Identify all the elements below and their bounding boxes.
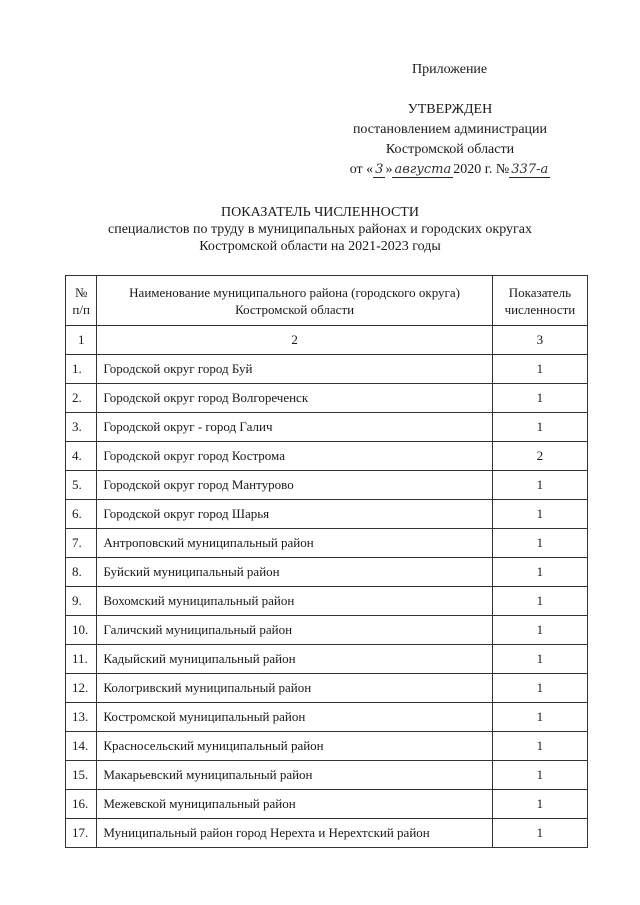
row-value: 1 <box>492 471 587 500</box>
row-name: Городской округ город Буй <box>97 355 492 384</box>
date-month: августа <box>394 162 452 177</box>
row-name: Кологривский муниципальный район <box>97 674 492 703</box>
row-value: 1 <box>492 500 587 529</box>
row-number: 1. <box>66 355 97 384</box>
row-number: 13. <box>66 703 97 732</box>
table-row <box>66 761 588 790</box>
date-mid: » <box>385 162 393 177</box>
table-row <box>66 616 588 645</box>
row-name: Красносельский муниципальный район <box>97 732 492 761</box>
table-row <box>66 529 588 558</box>
row-value: 1 <box>492 703 587 732</box>
table-header-row <box>66 276 588 326</box>
row-number: 17. <box>66 819 97 848</box>
row-number: 12. <box>66 674 97 703</box>
approved-by-line1: постановлением администрации <box>352 122 548 137</box>
approval-block <box>330 100 570 180</box>
column-index-1: 1 <box>66 326 97 355</box>
row-value: 2 <box>492 442 587 471</box>
row-number: 11. <box>66 645 97 674</box>
row-value: 1 <box>492 790 587 819</box>
row-name: Городской округ город Мантурово <box>97 471 492 500</box>
column-index-3: 3 <box>492 326 587 355</box>
row-name: Городской округ город Кострома <box>97 442 492 471</box>
row-name: Буйский муниципальный район <box>97 558 492 587</box>
row-value: 1 <box>492 616 587 645</box>
date-day: 3 <box>375 162 384 177</box>
row-value: 1 <box>492 384 587 413</box>
row-number: 15. <box>66 761 97 790</box>
row-value: 1 <box>492 558 587 587</box>
row-number: 9. <box>66 587 97 616</box>
row-number: 4. <box>66 442 97 471</box>
header-name: Наименование муниципального района (городского округа) Костромской области <box>97 276 492 326</box>
column-index-2: 2 <box>97 326 492 355</box>
table-row <box>66 732 588 761</box>
row-name: Антроповский муниципальный район <box>97 529 492 558</box>
row-name: Городской округ - город Галич <box>97 413 492 442</box>
title-line3: Костромской области на 2021-2023 годы <box>199 239 441 254</box>
row-name: Вохомский муниципальный район <box>97 587 492 616</box>
approved-label: УТВЕРЖДЕН <box>407 102 493 117</box>
row-name: Костромской муниципальный район <box>97 703 492 732</box>
row-number: 7. <box>66 529 97 558</box>
header-value: Показатель численности <box>492 276 587 326</box>
row-name: Галичский муниципальный район <box>97 616 492 645</box>
row-value: 1 <box>492 732 587 761</box>
row-number: 5. <box>66 471 97 500</box>
date-year: 2020 г. № <box>453 162 510 177</box>
table-row <box>66 384 588 413</box>
row-name: Городской округ город Шарья <box>97 500 492 529</box>
row-number: 10. <box>66 616 97 645</box>
date-prefix: от « <box>349 162 374 177</box>
row-value: 1 <box>492 529 587 558</box>
title-line2: специалистов по труду в муниципальных районах и городских округах <box>108 222 532 237</box>
row-value: 1 <box>492 413 587 442</box>
table-row <box>66 703 588 732</box>
row-number: 2. <box>66 384 97 413</box>
row-number: 3. <box>66 413 97 442</box>
row-number: 6. <box>66 500 97 529</box>
row-value: 1 <box>492 355 587 384</box>
row-value: 1 <box>492 761 587 790</box>
approved-by-line2: Костромской области <box>385 142 515 157</box>
table-row <box>66 645 588 674</box>
row-number: 14. <box>66 732 97 761</box>
row-name: Городской округ город Волгореченск <box>97 384 492 413</box>
document-title <box>60 204 580 255</box>
table-row <box>66 790 588 819</box>
row-name: Кадыйский муниципальный район <box>97 645 492 674</box>
row-number: 16. <box>66 790 97 819</box>
row-value: 1 <box>492 674 587 703</box>
headcount-table <box>65 275 588 848</box>
doc-number: 337-а <box>511 162 549 177</box>
row-name: Межевской муниципальный район <box>97 790 492 819</box>
table-row <box>66 471 588 500</box>
table-row <box>66 674 588 703</box>
row-name: Муниципальный район город Нерехта и Нерехтский район <box>97 819 492 848</box>
table-row <box>66 819 588 848</box>
row-value: 1 <box>492 587 587 616</box>
row-value: 1 <box>492 645 587 674</box>
table-row <box>66 558 588 587</box>
header-no: № п/п <box>66 276 97 326</box>
table-row <box>66 500 588 529</box>
row-value: 1 <box>492 819 587 848</box>
title-line1: ПОКАЗАТЕЛЬ ЧИСЛЕННОСТИ <box>221 205 419 220</box>
table-row <box>66 355 588 384</box>
table-row <box>66 413 588 442</box>
table-row <box>66 442 588 471</box>
table-row <box>66 587 588 616</box>
appendix-label: Приложение <box>412 62 488 77</box>
row-number: 8. <box>66 558 97 587</box>
row-name: Макарьевский муниципальный район <box>97 761 492 790</box>
column-index-row <box>66 326 588 355</box>
decree-date-line <box>330 160 570 180</box>
